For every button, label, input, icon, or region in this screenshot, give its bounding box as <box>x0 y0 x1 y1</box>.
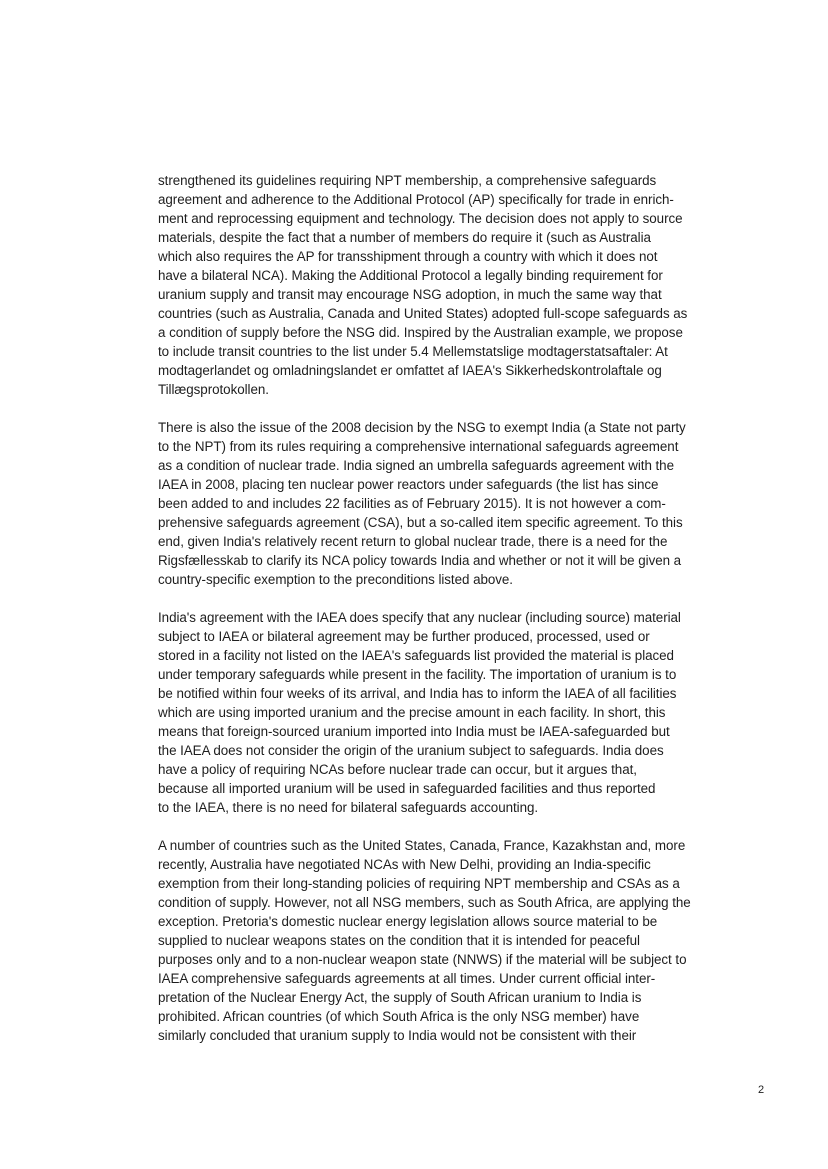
text-line: Tillægsprotokollen. <box>158 382 269 397</box>
body-text <box>158 171 726 1064</box>
text-line: ment and reprocessing equipment and technology. The decision does not apply to source <box>158 211 683 226</box>
text-line: modtagerlandet og omladningslandet er omfattet af IAEA's Sikkerhedskontrolaftale og <box>158 363 662 378</box>
text-line: exception. Pretoria's domestic nuclear energy legislation allows source material to be <box>158 914 658 929</box>
text-line: to include transit countries to the list under 5.4 Mellemstatslige modtagerstatsaftaler: At <box>158 344 668 359</box>
text-line: IAEA comprehensive safeguards agreements at all times. Under current official inter- <box>158 971 656 986</box>
text-line: country-specific exemption to the preconditions listed above. <box>158 572 513 587</box>
text-line: Rigsfællesskab to clarify its NCA policy towards India and whether or not it will be given a <box>158 553 682 568</box>
text-line: under temporary safeguards while present in the facility. The importation of uranium is to <box>158 667 677 682</box>
text-line: agreement and adherence to the Additional Protocol (AP) specifically for trade in enrich- <box>158 192 674 207</box>
paragraph-3 <box>158 608 726 817</box>
text-line: means that foreign-sourced uranium imported into India must be IAEA-safeguarded but <box>158 724 670 739</box>
text-line: as a condition of nuclear trade. India signed an umbrella safeguards agreement with the <box>158 458 674 473</box>
text-line: prehensive safeguards agreement (CSA), but a so-called item specific agreement. To this <box>158 515 683 530</box>
text-line: strengthened its guidelines requiring NPT membership, a comprehensive safeguards <box>158 173 657 188</box>
paragraph-2 <box>158 418 726 589</box>
text-line: similarly concluded that uranium supply to India would not be consistent with their <box>158 1028 637 1043</box>
page-number: 2 <box>758 1084 765 1096</box>
text-line: There is also the issue of the 2008 decision by the NSG to exempt India (a State not party <box>158 420 686 435</box>
text-line: countries (such as Australia, Canada and United States) adopted full-scope safeguards as <box>158 306 688 321</box>
text-line: to the IAEA, there is no need for bilateral safeguards accounting. <box>158 800 539 815</box>
text-line: the IAEA does not consider the origin of the uranium subject to safeguards. India does <box>158 743 664 758</box>
text-line: been added to and includes 22 facilities as of February 2015). It is not however a com- <box>158 496 666 511</box>
text-line: be notified within four weeks of its arrival, and India has to inform the IAEA of all facilities <box>158 686 677 701</box>
text-line: pretation of the Nuclear Energy Act, the supply of South African uranium to India is <box>158 990 642 1005</box>
text-line: prohibited. African countries (of which South Africa is the only NSG member) have <box>158 1009 640 1024</box>
text-line: have a bilateral NCA). Making the Additional Protocol a legally binding requirement for <box>158 268 663 283</box>
text-line: have a policy of requiring NCAs before nuclear trade can occur, but it argues that, <box>158 762 637 777</box>
text-line: purposes only and to a non-nuclear weapon state (NNWS) if the material will be subject to <box>158 952 687 967</box>
text-line: exemption from their long-standing policies of requiring NPT membership and CSAs as a <box>158 876 680 891</box>
text-line: subject to IAEA or bilateral agreement may be further produced, processed, used or <box>158 629 650 644</box>
text-line: materials, despite the fact that a number of members do require it (such as Australia <box>158 230 651 245</box>
text-line: which are using imported uranium and the precise amount in each facility. In short, this <box>158 705 666 720</box>
text-line: A number of countries such as the United States, Canada, France, Kazakhstan and, more <box>158 838 686 853</box>
paragraph-4 <box>158 836 726 1045</box>
text-line: which also requires the AP for transshipment through a country with which it does not <box>158 249 658 264</box>
text-line: uranium supply and transit may encourage NSG adoption, in much the same way that <box>158 287 662 302</box>
text-line: a condition of supply before the NSG did. Inspired by the Australian example, we propose <box>158 325 683 340</box>
text-line: India's agreement with the IAEA does specify that any nuclear (including source) material <box>158 610 681 625</box>
paragraph-1 <box>158 171 726 399</box>
text-line: stored in a facility not listed on the IAEA's safeguards list provided the material is placed <box>158 648 674 663</box>
text-line: recently, Australia have negotiated NCAs with New Delhi, providing an India-specific <box>158 857 651 872</box>
text-line: IAEA in 2008, placing ten nuclear power reactors under safeguards (the list has since <box>158 477 659 492</box>
text-line: to the NPT) from its rules requiring a comprehensive international safeguards agreement <box>158 439 679 454</box>
text-line: end, given India's relatively recent return to global nuclear trade, there is a need for the <box>158 534 668 549</box>
text-line: supplied to nuclear weapons states on the condition that it is intended for peaceful <box>158 933 640 948</box>
text-line: condition of supply. However, not all NSG members, such as South Africa, are applying the <box>158 895 691 910</box>
text-line: because all imported uranium will be used in safeguarded facilities and thus reported <box>158 781 656 796</box>
